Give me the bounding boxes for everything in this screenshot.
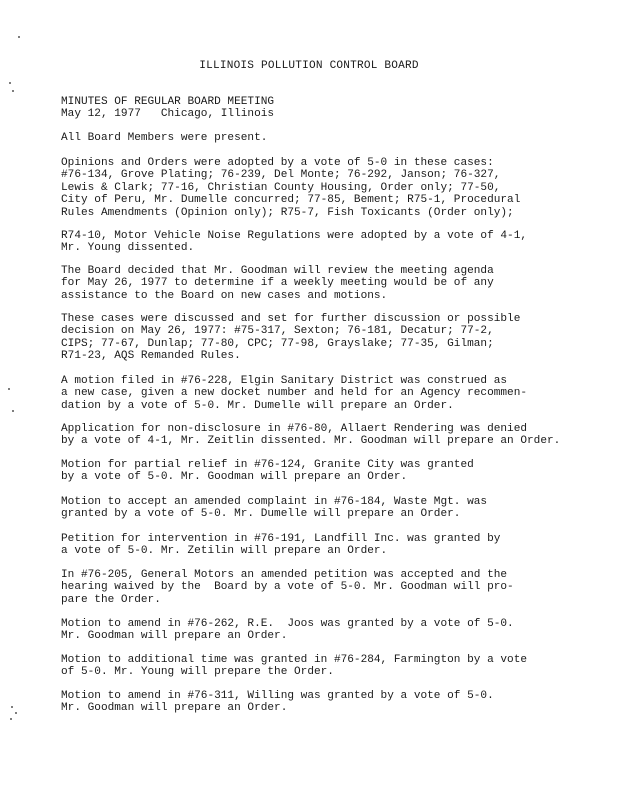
paragraph-agenda-review — [61, 265, 611, 302]
paragraph-partial-relief — [61, 459, 611, 484]
text-line: R74-10, Motor Vehicle Noise Regulations were adopted by a vote of 4-1, — [61, 230, 528, 242]
text-line: These cases were discussed and set for further discussion or possible — [61, 313, 521, 325]
paragraph-joos-amend — [61, 618, 611, 643]
heading-line-2: May 12, 1977 Chicago, Illinois — [61, 108, 275, 121]
text-line: The Board decided that Mr. Goodman will review the meeting agenda — [61, 265, 494, 277]
text-line: granted by a vote of 5-0. Mr. Dumelle will prepare an Order. — [61, 508, 461, 521]
text-line: Lewis & Clark; 77-16, Christian County Housing, Order only; 77-50, — [61, 181, 501, 194]
heading-line-1: MINUTES OF REGULAR BOARD MEETING — [61, 96, 275, 108]
text-line: R71-23, AQS Remanded Rules. — [61, 350, 241, 363]
text-line: dation by a vote of 5-0. Mr. Dumelle will prepare an Order. — [61, 399, 454, 412]
paragraph-elgin-motion — [61, 375, 611, 412]
text-line: Rules Amendments (Opinion only); R75-7, Fish Toxicants (Order only); — [61, 206, 514, 219]
text-line: of 5-0. Mr. Young will prepare the Order. — [61, 666, 334, 679]
paragraph-intervention — [61, 533, 611, 558]
meeting-heading — [61, 96, 611, 121]
text-line: Motion to additional time was granted in #76-284, Farmington by a vote — [61, 654, 528, 666]
text-line: A motion filed in #76-228, Elgin Sanitary District was construed as — [61, 375, 508, 387]
text-line: Mr. Goodman will prepare an Order. — [61, 702, 288, 715]
text-line: assistance to the Board on new cases and motions. — [61, 289, 388, 302]
paragraph-farmington — [61, 654, 611, 679]
text-line: City of Peru, Mr. Dumelle concurred; 77-85, Bement; R75-1, Procedural — [61, 194, 521, 207]
text-line: #76-134, Grove Plating; 76-239, Del Monte; 76-292, Janson; 76-327, — [61, 169, 501, 182]
text-line: by a vote of 5-0. Mr. Goodman will prepare an Order. — [61, 471, 408, 484]
board-title: ILLINOIS POLLUTION CONTROL BOARD — [199, 60, 419, 72]
text-line: Petition for intervention in #76-191, Landfill Inc. was granted by — [61, 533, 501, 545]
text-line: Opinions and Orders were adopted by a vote of 5-0 in these cases: — [61, 157, 494, 169]
text-line: In #76-205, General Motors an amended petition was accepted and the — [61, 569, 508, 581]
paragraph-willing-amend — [61, 690, 611, 715]
text-line: Motion to amend in #76-311, Willing was granted by a vote of 5-0. — [61, 690, 494, 702]
paragraph-cases-discussed — [61, 313, 611, 363]
paragraph-non-disclosure — [61, 423, 611, 448]
text-line: Application for non-disclosure in #76-80, Allaert Rendering was denied — [61, 423, 528, 435]
text-line: All Board Members were present. — [61, 132, 268, 144]
text-line: a vote of 5-0. Mr. Zetilin will prepare an Order. — [61, 545, 388, 558]
text-line: CIPS; 77-67, Dunlap; 77-80, CPC; 77-98, Grayslake; 77-35, Gilman; — [61, 337, 494, 350]
text-line: by a vote of 4-1, Mr. Zeitlin dissented. Mr. Goodman will prepare an Order. — [61, 435, 561, 448]
text-line: Motion to accept an amended complaint in #76-184, Waste Mgt. was — [61, 496, 488, 508]
text-line: Mr. Goodman will prepare an Order. — [61, 630, 288, 643]
text-line: for May 26, 1977 to determine if a weekly meeting would be of any — [61, 277, 494, 290]
text-line: Motion for partial relief in #76-124, Granite City was granted — [61, 459, 474, 471]
paragraph-noise-regulations — [61, 230, 611, 255]
text-line: Motion to amend in #76-262, R.E. Joos was granted by a vote of 5-0. — [61, 618, 514, 630]
text-line: hearing waived by the Board by a vote of 5-0. Mr. Goodman will pro- — [61, 581, 514, 594]
text-line: pare the Order. — [61, 593, 161, 606]
text-line: a new case, given a new docket number and held for an Agency recommen- — [61, 387, 528, 400]
text-line: decision on May 26, 1977: #75-317, Sexton; 76-181, Decatur; 77-2, — [61, 325, 494, 338]
text-line: Mr. Young dissented. — [61, 242, 195, 255]
paragraph-amended-complaint — [61, 496, 611, 521]
paragraph-attendance — [61, 132, 611, 144]
paragraph-opinions — [61, 157, 611, 219]
paragraph-general-motors — [61, 569, 611, 606]
